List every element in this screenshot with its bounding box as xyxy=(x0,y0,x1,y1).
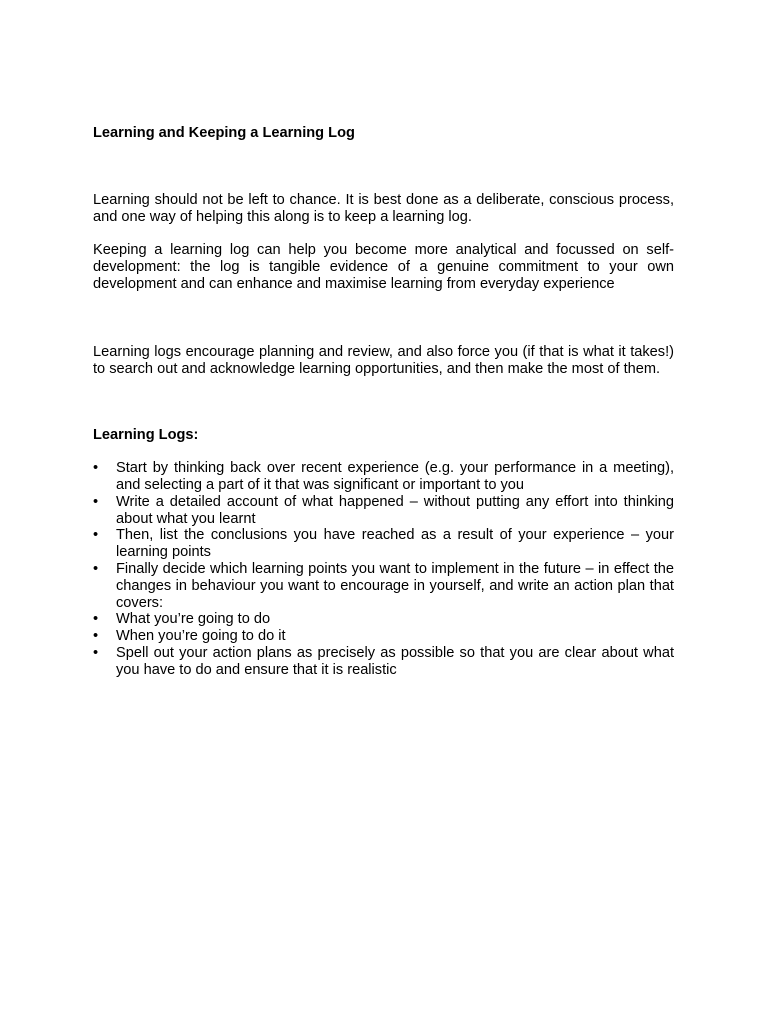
bullet-icon: • xyxy=(93,628,99,645)
list-item-text: What you’re going to do xyxy=(116,611,271,628)
list-item xyxy=(93,628,674,645)
bullet-icon: • xyxy=(93,460,99,477)
bullet-icon: • xyxy=(93,611,99,628)
list-item-text: Write a detailed account of what happened – without putting any effort into thinking about what you learnt xyxy=(116,493,674,527)
spacer xyxy=(93,293,674,344)
list-item-text: Finally decide which learning points you want to implement in the future – in effect the changes in behaviour you want to encourage in yourself, and write an action plan that covers: xyxy=(116,560,674,611)
section-heading: Learning Logs: xyxy=(93,427,199,444)
bullet-icon: • xyxy=(93,560,99,577)
bullet-icon: • xyxy=(93,644,99,661)
spacer xyxy=(93,142,674,192)
list-item xyxy=(93,460,674,494)
paragraph-planning: Learning logs encourage planning and review, and also force you (if that is what it takes!) to search out and acknowledge learning opportunities, and then make the most of them. xyxy=(93,343,674,377)
list-item-text: Start by thinking back over recent experience (e.g. your performance in a meeting), and selecting a part of it that was significant or important to you xyxy=(116,460,674,493)
document-title: Learning and Keeping a Learning Log xyxy=(93,125,355,141)
bullet-icon: • xyxy=(93,493,99,510)
document-body xyxy=(93,125,674,679)
list-item xyxy=(93,561,674,611)
list-item xyxy=(93,645,674,679)
spacer xyxy=(93,444,674,460)
list-item-text: Spell out your action plans as precisely as possible so that you are clear about what you have to do and ensure that it is realistic xyxy=(116,644,674,678)
spacer xyxy=(93,225,674,242)
list-item xyxy=(93,611,674,628)
list-item-text: When you’re going to do it xyxy=(116,628,286,645)
bullet-icon: • xyxy=(93,527,99,544)
paragraph-intro: Learning should not be left to chance. It is best done as a deliberate, conscious process, and one way of helping this along is to keep a learning log. xyxy=(93,191,674,225)
list-item-text: Then, list the conclusions you have reached as a result of your experience – your learning points xyxy=(116,527,674,561)
list-item xyxy=(93,527,674,561)
spacer xyxy=(93,377,674,427)
paragraph-benefits: Keeping a learning log can help you become more analytical and focussed on self-development: the log is tangible evidence of a genuine commitment to your own development and can enhance and maximise learning from everyday experience xyxy=(93,242,674,292)
bullet-list xyxy=(93,460,674,678)
list-item xyxy=(93,494,674,528)
